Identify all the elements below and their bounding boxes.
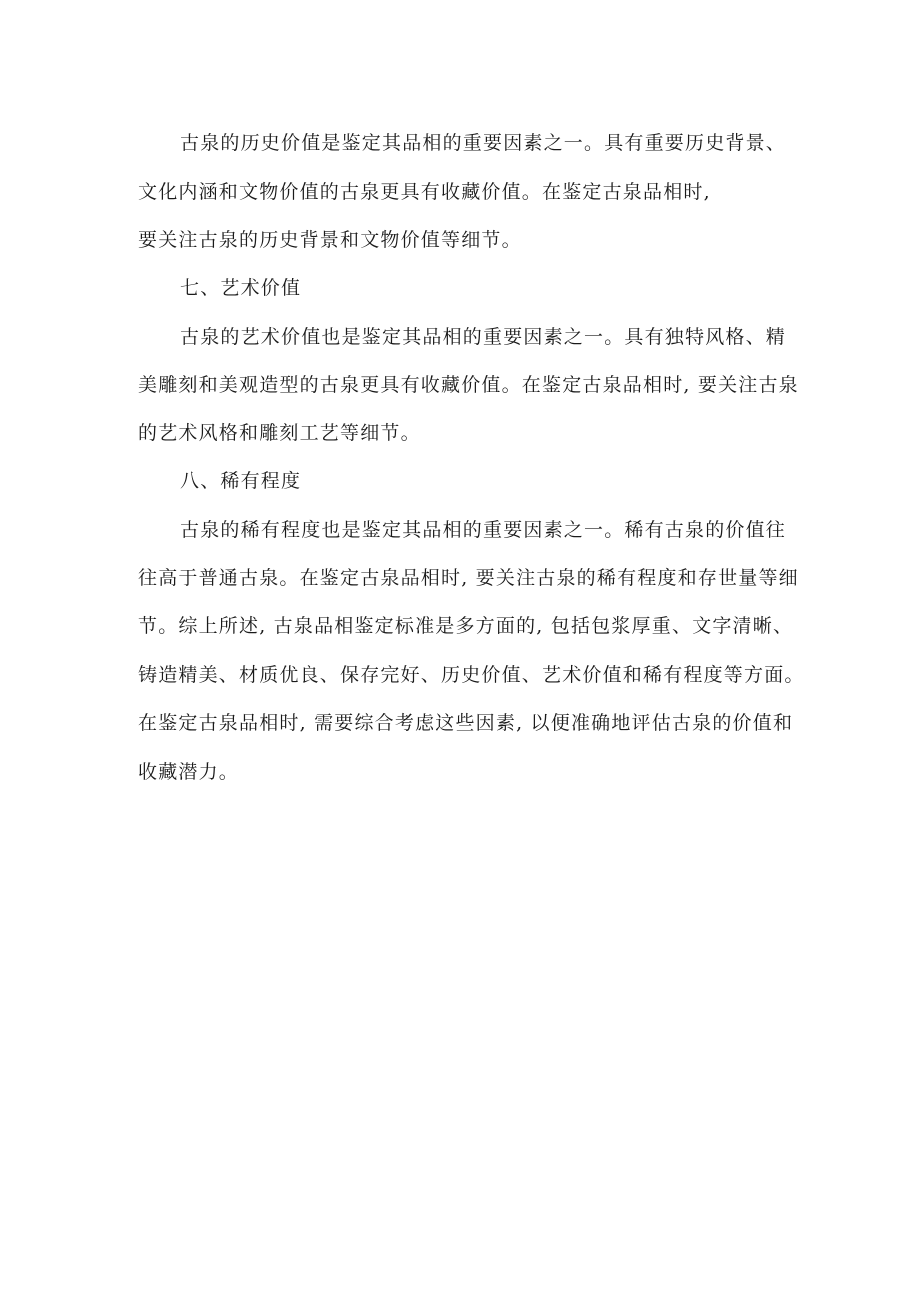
paragraph-line: 文化内涵和文物价值的古泉更具有收藏价值。在鉴定古泉品相时, — [138, 181, 711, 203]
section-heading-rarity: 八、稀有程度 — [180, 470, 302, 492]
paragraph-line: 古泉的历史价值是鉴定其品相的重要因素之一。具有重要历史背景、 — [180, 132, 787, 154]
paragraph-line: 的艺术风格和雕刻工艺等细节。 — [138, 422, 421, 444]
paragraph-line: 节。综上所述, 古泉品相鉴定标准是多方面的, 包括包浆厚重、文字清晰、 — [138, 615, 794, 637]
paragraph-line: 铸造精美、材质优良、保存完好、历史价值、艺术价值和稀有程度等方面。 — [138, 664, 805, 686]
paragraph-line: 要关注古泉的历史背景和文物价值等细节。 — [138, 229, 522, 251]
paragraph-line: 往高于普通古泉。在鉴定古泉品相时, 要关注古泉的稀有程度和存世量等细 — [138, 567, 799, 589]
paragraph-line: 在鉴定古泉品相时, 需要综合考虑这些因素, 以便准确地评估古泉的价值和 — [138, 712, 794, 734]
paragraph-line: 美雕刻和美观造型的古泉更具有收藏价值。在鉴定古泉品相时, 要关注古泉 — [138, 374, 799, 396]
paragraph-line: 收藏潜力。 — [138, 761, 240, 783]
paragraph-line: 古泉的稀有程度也是鉴定其品相的重要因素之一。稀有古泉的价值往 — [180, 519, 787, 541]
section-heading-art-value: 七、艺术价值 — [180, 277, 302, 299]
paragraph-line: 古泉的艺术价值也是鉴定其品相的重要因素之一。具有独特风格、精 — [180, 326, 787, 348]
